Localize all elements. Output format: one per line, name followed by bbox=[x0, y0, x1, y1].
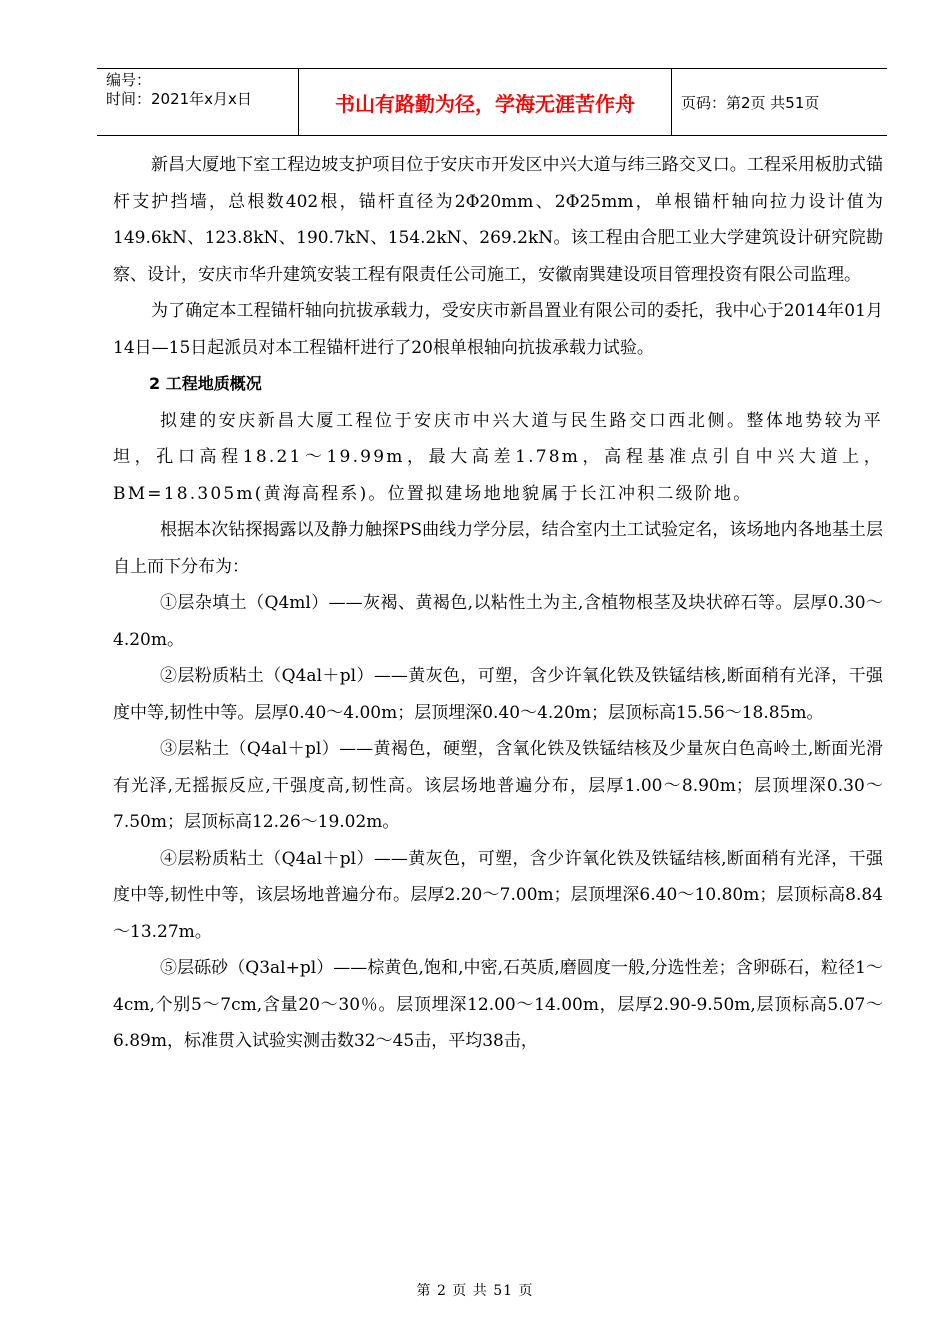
header-number-label: 编号： bbox=[106, 71, 152, 89]
paragraph-soil-distribution: 根据本次钻探揭露以及静力触探PS曲线力学分层，结合室内土工试验定名，该场地内各地基土层自上而下分布为： bbox=[113, 520, 883, 577]
soil-layer-3: ③层粘土（Q4al＋pl）——黄褐色，硬塑，含氧化铁及铁锰结核及少量灰白色高岭土,断面光滑有光泽,无摇振反应,干强度高,韧性高。该层场地普遍分布，层厚1.00～8.90m；层顶埋深0.30～7.50m；层顶标高12.26～19.02m。 bbox=[113, 739, 883, 832]
header-date: 时间：2021年x月x日 bbox=[106, 90, 252, 108]
document-body bbox=[113, 147, 883, 1060]
page-header bbox=[97, 68, 887, 136]
paragraph-test-purpose: 为了确定本工程锚杆轴向抗拔承载力，受安庆市新昌置业有限公司的委托，我中心于2014年01月14日—15日起派员对本工程锚杆进行了20根单根轴向抗拔承载力试验。 bbox=[113, 301, 883, 358]
soil-layer-1: ①层杂填土（Q4ml）——灰褐、黄褐色,以粘性土为主,含植物根茎及块状碎石等。层厚0.30～4.20m。 bbox=[113, 593, 883, 650]
page-footer: 第 2 页 共 51 页 bbox=[416, 1283, 534, 1299]
section-title-geology: 2 工程地质概况 bbox=[149, 374, 262, 393]
header-motto: 书山有路勤为径，学海无涯苦作舟 bbox=[299, 69, 672, 135]
soil-layer-2: ②层粉质粘土（Q4al＋pl）——黄灰色，可塑，含少许氧化铁及铁锰结核,断面稍有光泽，干强度中等,韧性中等。层厚0.40～4.00m；层顶埋深0.40～4.20m；层顶标高15.56～18.85m。 bbox=[113, 666, 883, 723]
soil-layer-5: ⑤层砾砂（Q3al+pl）——棕黄色,饱和,中密,石英质,磨圆度一般,分选性差；含卵砾石，粒径1～4cm,个别5～7cm,含量20～30％。层顶埋深12.00～14.00m，层厚2.90-9.50m,层顶标高5.07～6.89m，标准贯入试验实测击数32～45击，平均38击， bbox=[113, 958, 883, 1051]
paragraph-project-overview: 新昌大厦地下室工程边坡支护项目位于安庆市开发区中兴大道与纬三路交叉口。工程采用板肋式锚杆支护挡墙，总根数402根，锚杆直径为2Φ20mm、2Φ25mm，单根锚杆轴向拉力设计值为149.6kN、123.8kN、190.7kN、154.2kN、269.2kN。该工程由合肥工业大学建筑设计研究院勘察、设计，安庆市华升建筑安装工程有限责任公司施工，安徽南巽建设项目管理投资有限公司监理。 bbox=[113, 155, 883, 285]
paragraph-site-terrain: 拟建的安庆新昌大厦工程位于安庆市中兴大道与民生路交口西北侧。整体地势较为平坦，孔口高程18.21～19.99m，最大高差1.78m，高程基准点引自中兴大道上，BM=18.305m(黄海高程系)。位置拟建场地地貌属于长江冲积二级阶地。 bbox=[113, 410, 883, 504]
soil-layer-4: ④层粉质粘土（Q4al＋pl）——黄灰色，可塑，含少许氧化铁及铁锰结核,断面稍有光泽，干强度中等,韧性中等，该层场地普遍分布。层厚2.20～7.00m；层顶埋深6.40～10.80m；层顶标高8.84～13.27m。 bbox=[113, 848, 883, 942]
header-meta bbox=[97, 69, 299, 135]
header-page-info: 页码：第2页 共51页 bbox=[681, 93, 820, 112]
